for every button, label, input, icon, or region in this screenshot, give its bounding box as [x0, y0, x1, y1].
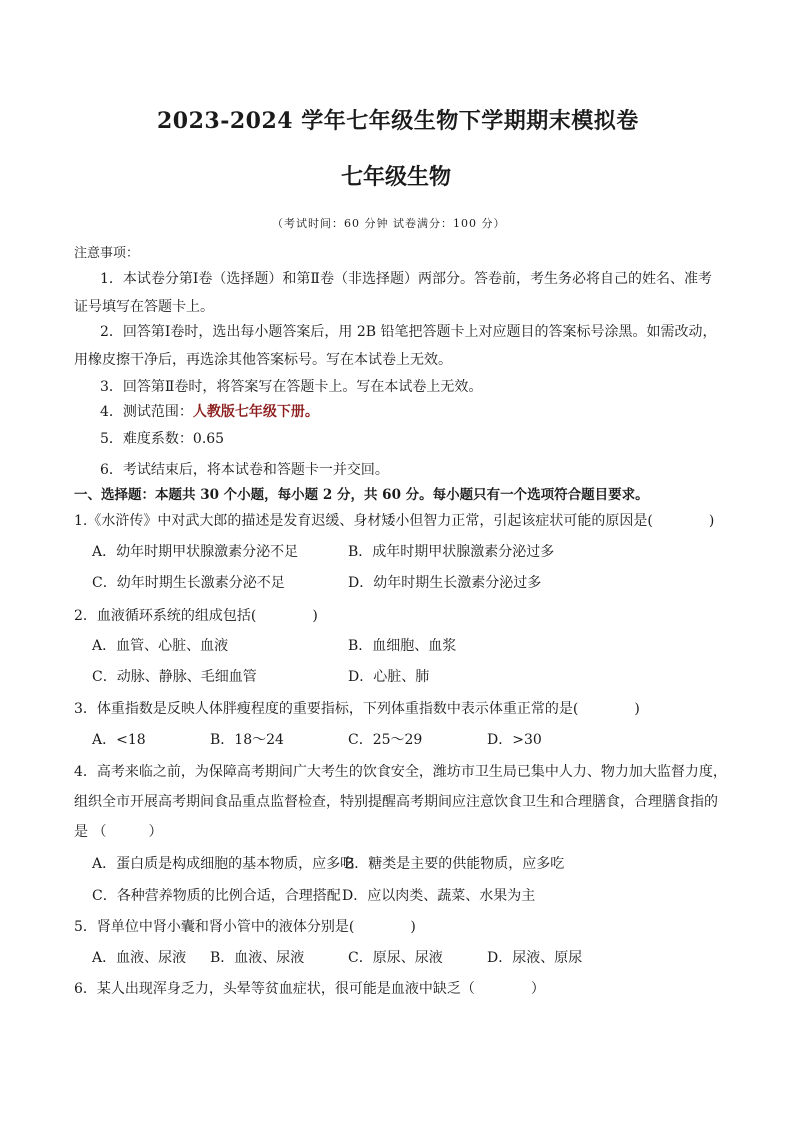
question-2-option-c: C．动脉、静脉、毛细血管 [92, 669, 257, 685]
question-5-option-d: D．尿液、原尿 [487, 950, 583, 966]
question-3-option-c: C．25～29 [348, 732, 423, 748]
question-2-option-a: A．血管、心脏、血液 [92, 638, 229, 654]
question-3-option-a: A．<18 [92, 732, 146, 748]
question-3-option-b: B．18～24 [210, 732, 284, 748]
notice-item-3: 3．回答第Ⅱ卷时，将答案写在答题卡上。写在本试卷上无效。 [100, 379, 483, 395]
question-1-option-d: D．幼年时期生长激素分泌过多 [348, 575, 542, 591]
question-5-option-b: B．血液、尿液 [210, 950, 305, 966]
exam-info: （考试时间：60 分钟 试卷满分：100 分） [272, 217, 506, 230]
notice-label: 注意事项： [74, 246, 140, 261]
question-3-option-d: D．>30 [487, 732, 542, 748]
notice-item-2-line1: 2．回答第Ⅰ卷时，选出每小题答案后，用 2B 铅笔把答题卡上对应题目的答案标号涂黑。如需改动， [100, 324, 717, 340]
question-1-option-c: C．幼年时期生长激素分泌不足 [92, 575, 285, 591]
question-4-option-a: A．蛋白质是构成细胞的基本物质，应多吃 [92, 856, 355, 872]
notice-item-1-line2: 证号填写在答题卡上。 [74, 299, 214, 315]
question-2-option-d: D．心脏、肺 [348, 669, 430, 685]
question-4-stem-line3: 是 （ ） [74, 824, 163, 840]
notice-item-1-line1: 1．本试卷分第Ⅰ卷（选择题）和第Ⅱ卷（非选择题）两部分。答卷前，考生务必将自己的姓名、准考 [100, 271, 712, 287]
question-4-stem-line1: 4．高考来临之前，为保障高考期间广大考生的饮食安全，潍坊市卫生局已集中人力、物力加大监督力度， [74, 764, 727, 780]
question-5-option-c: C．原尿、尿液 [348, 950, 443, 966]
test-scope-highlight: 人教版七年级下册。 [192, 404, 319, 420]
notice-item-2-line2: 用橡皮擦干净后，再选涂其他答案标号。写在本试卷上无效。 [74, 352, 452, 368]
question-2-stem: 2．血液循环系统的组成包括( ) [74, 608, 318, 624]
question-6-stem: 6．某人出现浑身乏力，头晕等贫血症状，很可能是血液中缺乏（ ） [74, 981, 545, 997]
question-1-stem: 1.《水浒传》中对武大郎的描述是发育迟缓、身材矮小但智力正常，引起该症状可能的原因是( ) [74, 513, 715, 529]
notice-item-4 [100, 403, 319, 421]
notice-item-6: 6．考试结束后，将本试卷和答题卡一并交回。 [100, 462, 389, 478]
question-4-option-c: C．各种营养物质的比例合适，合理搭配 [92, 888, 341, 904]
question-5-option-a: A．血液、尿液 [92, 950, 187, 966]
question-5-stem: 5．肾单位中肾小囊和肾小管中的液体分别是( ) [74, 919, 416, 935]
question-3-stem: 3．体重指数是反映人体胖瘦程度的重要指标，下列体重指数中表示体重正常的是( ) [74, 701, 640, 717]
notice-item-4-prefix: 4．测试范围： [100, 404, 193, 420]
question-4-option-b: B．糖类是主要的供能物质，应多吃 [344, 856, 565, 872]
page-title: 2023-2024 学年七年级生物下学期期末模拟卷 [157, 108, 639, 134]
section-heading: 一、选择题：本题共 30 个小题，每小题 2 分，共 60 分。每小题只有一个选项符合题目要求。 [74, 487, 649, 503]
page-subtitle: 七年级生物 [341, 164, 452, 190]
notice-item-5: 5．难度系数：0.65 [100, 431, 225, 447]
question-4-stem-line2: 组织全市开展高考期间食品重点监督检查，特别提醒高考期间应注意饮食卫生和合理膳食，合理膳食指的 [74, 794, 718, 810]
question-1-option-a: A．幼年时期甲状腺激素分泌不足 [92, 544, 299, 560]
question-2-option-b: B．血细胞、血浆 [348, 638, 457, 654]
question-1-option-b: B．成年时期甲状腺激素分泌过多 [348, 544, 555, 560]
question-4-option-d: D．应以肉类、蔬菜、水果为主 [342, 888, 536, 904]
